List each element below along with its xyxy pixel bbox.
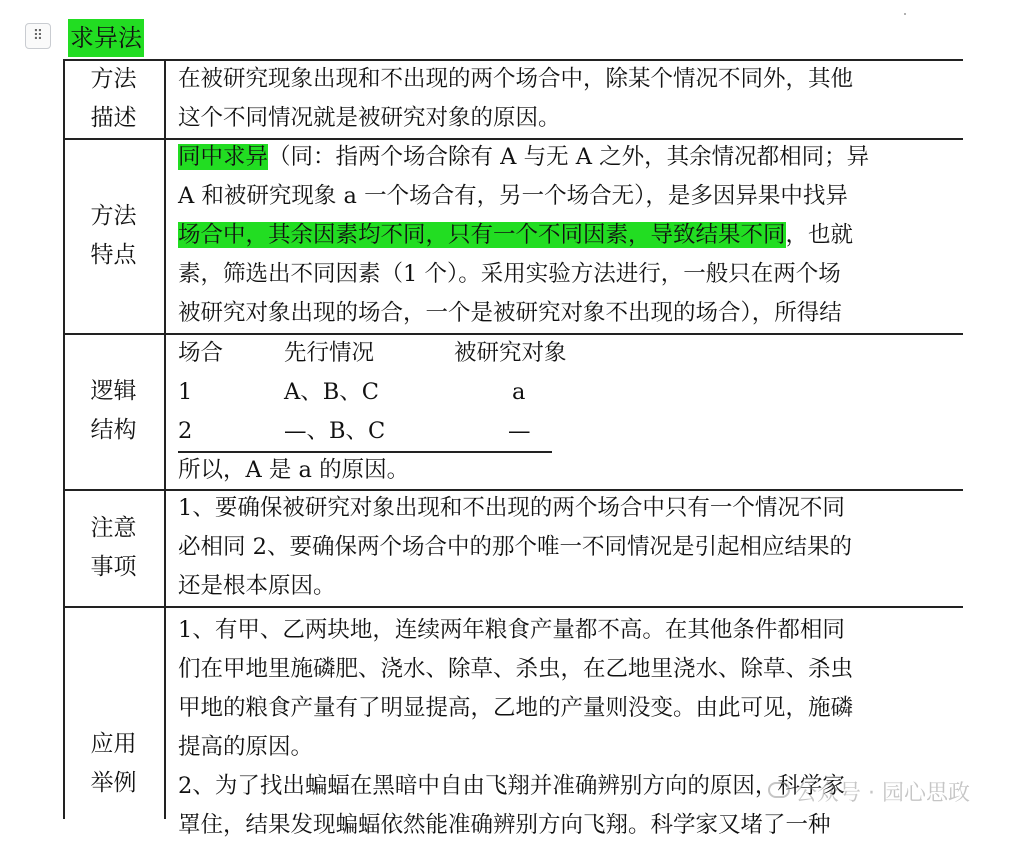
examples-text [178,611,1018,845]
row-label-notes: 注意 事项 [90,515,137,580]
notes-text [178,489,1018,606]
text-line [178,528,1018,567]
text-segment: 1、要确保被研究对象出现和不出现的两个场合中只有一个情况不同 [178,495,845,521]
text-segment: 还是根本原因。 [178,573,336,599]
text-line [178,489,1018,528]
text-line [178,60,1018,99]
text-line [178,611,1018,650]
text-segment: 在被研究现象出现和不出现的两个场合中，除某个情况不同外，其他 [178,66,854,92]
logic-cell: a [512,379,526,405]
text-segment: 们在甲地里施磷肥、浇水、除草、杀虫，在乙地里浇水、除草、杀虫 [178,656,854,682]
logic-header-case: 场合 [178,340,224,366]
row-label-description: 方法 描述 [90,66,137,131]
text-segment: 甲地的粮食产量有了明显提高，乙地的产量则没变。由此可见，施磷 [178,695,854,721]
text-line [178,650,1018,689]
text-line [178,728,1018,767]
row-label-logic: 逻辑 结构 [90,378,137,443]
highlighted-text: 同中求异 [178,144,269,170]
features-text [178,138,1018,333]
page-title: 求异法 [68,19,144,57]
text-segment: 罩住，结果发现蝙蝠依然能准确辨别方向飞翔。科学家又堵了一种 [178,812,831,838]
row-label-features: 方法 特点 [90,203,137,268]
text-line [178,99,1018,138]
text-line [178,177,1018,216]
logic-cell: — [508,418,531,444]
text-line [178,255,1018,294]
watermark: 公众号 · 园心思政 [795,781,970,806]
wechat-icon [768,782,790,798]
text-line [178,689,1018,728]
logic-cell: —、B、C [284,418,386,444]
highlighted-text: 场合中，其余因素均不同，只有一个不同因素，导致结果不同 [178,222,786,248]
text-segment: 提高的原因。 [178,734,314,760]
menu-dot [904,13,906,15]
text-line [178,806,1018,845]
drag-handle-icon[interactable]: ⠿ [25,23,51,49]
text-segment: 必相同 2、要确保两个场合中的那个唯一不同情况是引起相应结果的 [178,534,852,560]
text-segment: 被研究对象出现的场合，一个是被研究对象不出现的场合），所得结 [178,300,842,326]
logic-cell: 2 [178,418,193,444]
text-segment: 素，筛选出不同因素（1 个）。采用实验方法进行，一般只在两个场 [178,261,841,287]
text-segment: ，也就 [785,222,854,248]
text-segment: 2、为了找出蝙蝠在黑暗中自由飞翔并准确辨别方向的原因，科学家 [178,773,845,799]
text-line [178,138,1018,177]
logic-conclusion: 所以，A 是 a 的原因。 [178,457,410,483]
text-line [178,567,1018,606]
logic-cell: 1 [178,379,193,405]
text-line [178,294,1018,333]
method-table [63,59,963,838]
text-line [178,216,1018,255]
text-segment: 1、有甲、乙两块地，连续两年粮食产量都不高。在其他条件都相同 [178,617,845,643]
logic-cell: A、B、C [284,379,379,405]
text-segment: （同：指两个场合除有 A 与无 A 之外，其余情况都相同；异 [268,144,870,170]
logic-header-antecedent: 先行情况 [284,340,375,366]
description-text [178,60,1018,138]
row-label-examples: 应用 举例 [90,731,137,796]
text-segment: 这个不同情况就是被研究对象的原因。 [178,105,561,131]
logic-header-phenomenon: 被研究对象 [454,340,567,366]
text-segment: A 和被研究现象 a 一个场合有，另一个场合无），是多因异果中找异 [178,183,848,209]
